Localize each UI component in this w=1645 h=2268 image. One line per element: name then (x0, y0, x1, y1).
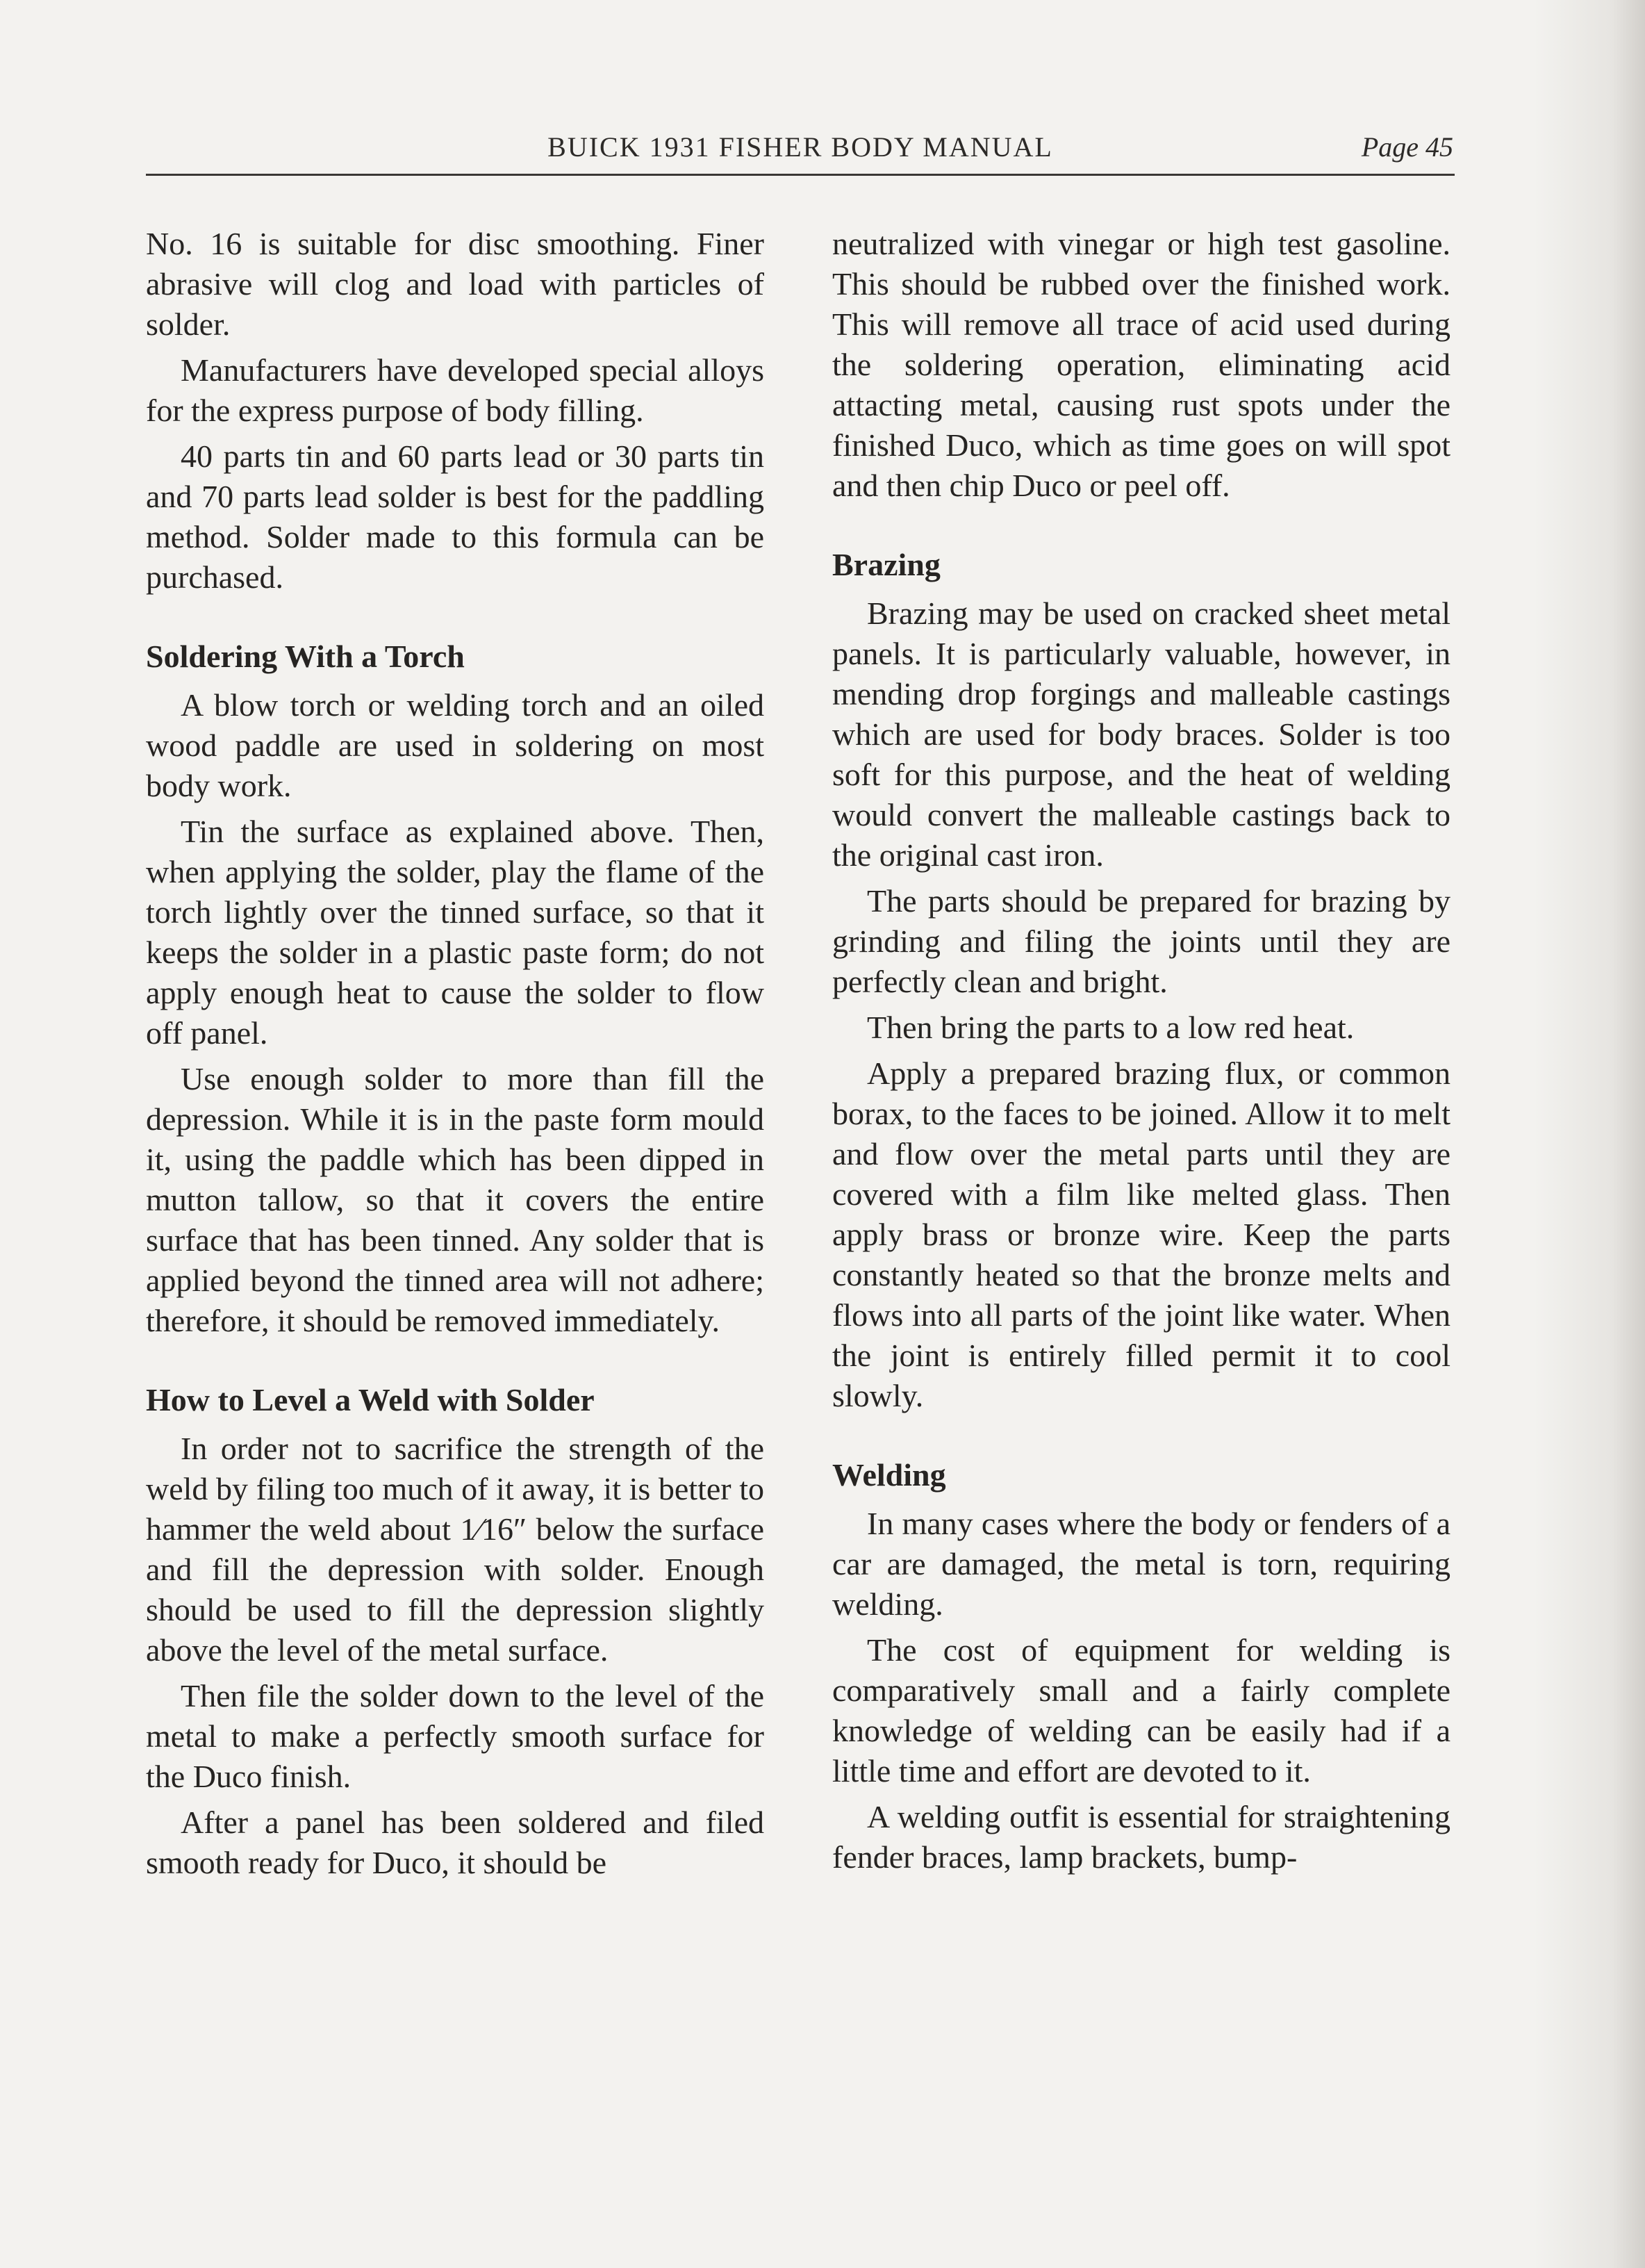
paragraph: The parts should be prepared for brazing by grinding and filing the joints until they are perfectly clean and bright. (832, 883, 1450, 999)
section-heading-torch: Soldering With a Torch (146, 639, 465, 674)
paragraph: A welding outfit is essential for straightening fender braces, lamp brackets, bump- (832, 1799, 1450, 1875)
page-header (146, 125, 1455, 176)
paragraph: Brazing may be used on cracked sheet metal panels. It is particularly valuable, however, in mending drop forgings and malleable castings which are used for body braces. Solder is too soft for this purpose, and the heat of welding would convert the malleable castings back to the original cast iron. (832, 595, 1450, 873)
left-column (146, 224, 764, 1889)
paragraph: In many cases where the body or fenders of a car are damaged, the metal is torn, requiring welding. (832, 1506, 1450, 1622)
paragraph: The cost of equipment for welding is comparatively small and a fairly complete knowledge of welding can be easily had if a little time and effort are devoted to it. (832, 1632, 1450, 1789)
paragraph: Use enough solder to more than fill the depression. While it is in the paste form mould it, using the paddle which has been dipped in mutton tallow, so that it covers the entire surface that has been tinned. Any solder that is applied beyond the tinned area will not adhere; therefore, it should be removed immediately. (146, 1061, 764, 1338)
paragraph: After a panel has been soldered and filed smooth ready for Duco, it should be (146, 1805, 764, 1880)
paragraph: Manufacturers have developed special alloys for the express purpose of body filling. (146, 352, 764, 428)
paragraph: Apply a prepared brazing flux, or common borax, to the faces to be joined. Allow it to melt and flow over the metal parts until they are covered with a film like melted glass. Then apply brass or bronze wire. Keep the parts constantly heated so that the bronze melts and flows into all parts of the joint like water. When the joint is entirely filled permit it to cool slowly. (832, 1055, 1450, 1413)
paragraph: neutralized with vinegar or high test gasoline. This should be rubbed over the finished work. This will remove all trace of acid used during the soldering operation, eliminating acid attacting metal, causing rust spots under the finished Duco, which as time goes on will spot and then chip Duco or peel off. (832, 226, 1450, 503)
paragraph: No. 16 is suitable for disc smoothing. Finer abrasive will clog and load with particles of solder. (146, 226, 764, 342)
section-heading-level-weld: How to Level a Weld with Solder (146, 1382, 595, 1418)
section-heading-brazing: Brazing (832, 547, 941, 582)
paragraph: Then file the solder down to the level of the metal to make a perfectly smooth surface for the Duco finish. (146, 1678, 764, 1794)
paragraph: 40 parts tin and 60 parts lead or 30 parts tin and 70 parts lead solder is best for the paddling method. Solder made to this formula can be purchased. (146, 438, 764, 595)
paragraph: In order not to sacrifice the strength of the weld by filing too much of it away, it is better to hammer the weld about 1⁄16″ below the surface and fill the depression with solder. Enough should be used to fill the depression slightly above the level of the metal surface. (146, 1431, 764, 1668)
page-edge-shadow (1534, 0, 1645, 2268)
right-column (832, 224, 1450, 1883)
paragraph: Then bring the parts to a low red heat. (867, 1010, 1355, 1045)
page-number: Page 45 (1361, 131, 1453, 163)
manual-title: BUICK 1931 FISHER BODY MANUAL (547, 131, 1053, 163)
paragraph: A blow torch or welding torch and an oiled wood paddle are used in soldering on most body work. (146, 687, 764, 803)
paragraph: Tin the surface as explained above. Then, when applying the solder, play the flame of the torch lightly over the tinned surface, so that it keeps the solder in a plastic paste form; do not apply enough heat to cause the solder to flow off panel. (146, 814, 764, 1051)
section-heading-welding: Welding (832, 1457, 946, 1493)
